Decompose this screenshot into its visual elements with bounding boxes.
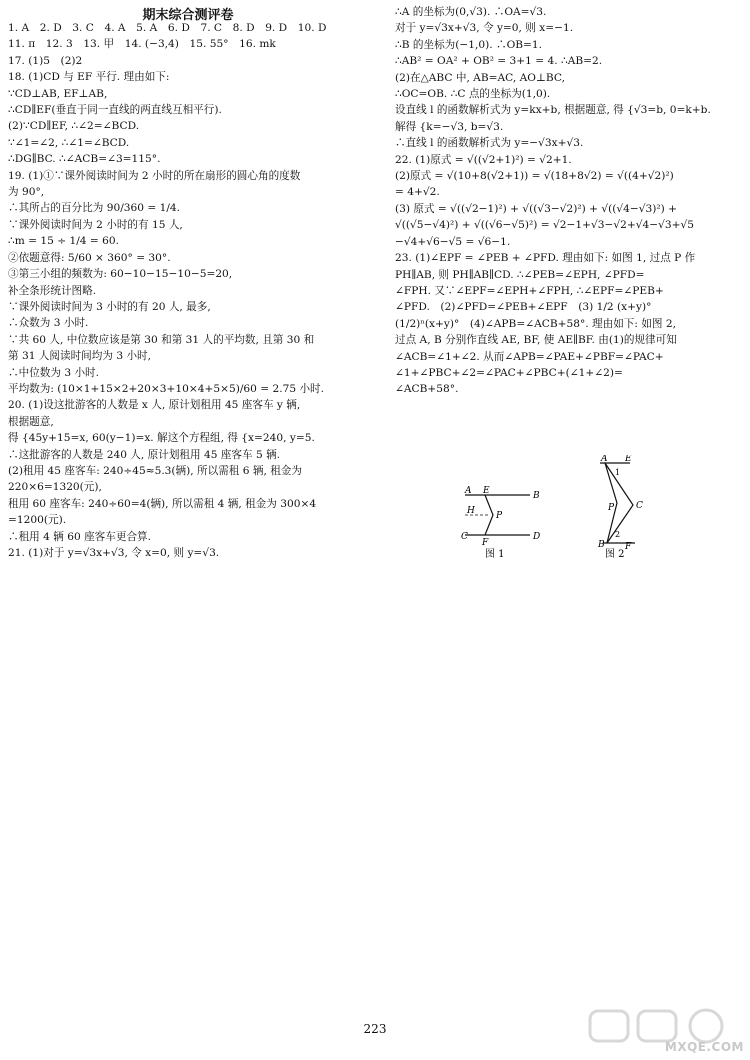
left-column-line: 补全条形统计图略. — [8, 284, 97, 297]
left-column-line: (2)租用 45 座客车: 240÷45≈5.3(辆), 所以需租 6 辆, 租金为 — [8, 464, 302, 477]
fig2-label-2: 2 — [615, 530, 621, 539]
fig2-label-a: A — [601, 455, 608, 464]
right-column-line: 解得 {k=−√3, b=√3. — [395, 120, 504, 133]
left-column-line: 220×6=1320(元), — [8, 481, 102, 494]
fig2-label-f: F — [625, 542, 632, 552]
right-column-line: ∠ACB=∠1+∠2. 从而∠APB=∠PAE+∠PBF=∠PAC+ — [395, 350, 664, 363]
right-column-line: (1/2)ⁿ(x+y)° (4)∠APB=∠ACB+58°. 理由如下: 如图 2, — [395, 317, 676, 330]
right-column-line: (2)原式 = √(10+8(√2+1)) = √(18+8√2) = √((4+√2)²) — [395, 170, 674, 183]
right-column-line: ∴A 的坐标为(0,√3). ∴OA=√3. — [395, 6, 547, 18]
right-column-line: 设直线 l 的函数解析式为 y=kx+b, 根据题意, 得 {√3=b, 0=k+b. — [395, 104, 711, 117]
figure-1-caption: 图 1 — [485, 549, 505, 560]
right-column-line: ∠PFD. (2)∠PFD=∠PEB+∠EPF (3) 1/2 (x+y)° — [395, 301, 652, 314]
fig2-label-b: B — [598, 540, 605, 550]
right-column — [395, 4, 743, 398]
right-column-line: ∴直线 l 的函数解析式为 y=−√3x+√3. — [395, 137, 584, 150]
left-column-line: 18. (1)CD 与 EF 平行. 理由如下: — [8, 71, 170, 84]
right-column-line: ∴B 的坐标为(−1,0). ∴OB=1. — [395, 38, 543, 51]
right-column-line: −√4+√6−√5 = √6−1. — [395, 235, 511, 248]
right-column-line: = 4+√2. — [395, 186, 440, 199]
left-column-line: 11. π 12. 3 13. 甲 14. (−3,4) 15. 55° 16. mk — [8, 38, 276, 51]
fig2-label-e: E — [625, 455, 632, 464]
left-column-line: 为 90°, — [8, 186, 45, 199]
left-column — [8, 20, 368, 561]
fig1-label-d: D — [533, 532, 541, 542]
watermark-text: MXQE.COM — [664, 1040, 744, 1054]
right-column-line: 对于 y=√3x+√3, 令 y=0, 则 x=−1. — [395, 22, 574, 35]
figure-2 — [597, 455, 643, 560]
left-column-line: ∴租用 4 辆 60 座客车更合算. — [8, 530, 151, 543]
right-column-line: 23. (1)∠EPF = ∠PEB + ∠PFD. 理由如下: 如图 1, 过点 P 作 — [395, 252, 696, 265]
left-column-line: 1. A 2. D 3. C 4. A 5. A 6. D 7. C 8. D 9. D 10. D — [8, 22, 327, 34]
left-column-line: (2)∵CD∥EF, ∴∠2=∠BCD. — [8, 120, 140, 133]
left-column-line: ∴m = 15 ÷ 1/4 = 60. — [8, 235, 119, 248]
right-column-line: (2)在△ABC 中, AB=AC, AO⊥BC, — [395, 71, 565, 84]
fig1-label-e: E — [483, 486, 490, 496]
left-column-line: ②依题意得: 5/60 × 360° = 30°. — [8, 251, 171, 264]
right-column-line: (3) 原式 = √((√2−1)²) + √((√3−√2)²) + √((√4−√3)²) + — [395, 202, 678, 215]
left-column-line: ∵∠1=∠2, ∴∠1=∠BCD. — [8, 136, 130, 149]
right-column-line: ∠1+∠PBC+∠2=∠PAC+∠PBC+(∠1+∠2)= — [395, 366, 623, 379]
right-column-line: ∴AB² = OA² + OB² = 3+1 = 4. ∴AB=2. — [395, 55, 603, 68]
left-column-line: 17. (1)5 (2)2 — [8, 54, 83, 67]
fig1-label-f: F — [482, 538, 489, 548]
left-column-line: 第 31 人阅读时间均为 3 小时, — [8, 350, 151, 363]
left-column-line: 20. (1)设这批游客的人数是 x 人, 原计划租用 45 座客车 y 辆, — [8, 399, 301, 412]
left-column-line: ∴中位数为 3 小时. — [8, 366, 99, 379]
right-column-line: √((√5−√4)²) + √((√6−√5)²) = √2−1+√3−√2+√4−√3+√5 — [395, 219, 694, 232]
left-column-line: 得 {45y+15=x, 60(y−1)=x. 解这个方程组, 得 {x=240, y=5. — [8, 432, 315, 445]
left-column-line: 21. (1)对于 y=√3x+√3, 令 x=0, 则 y=√3. — [8, 547, 220, 559]
left-column-line: ∵课外阅读时间为 3 小时的有 20 人, 最多, — [8, 300, 211, 313]
left-column-line: ∵课外阅读时间为 2 小时的有 15 人, — [8, 218, 183, 231]
left-column-line: ∴众数为 3 小时. — [8, 317, 89, 330]
geometry-figures — [455, 455, 685, 560]
fig1-label-c: C — [461, 532, 468, 542]
page-number: 223 — [363, 1022, 387, 1036]
left-column-line: 19. (1)①∵课外阅读时间为 2 小时的所在扇形的圆心角的度数 — [8, 169, 301, 182]
fig2-label-c: C — [636, 501, 643, 511]
left-column-line: ∵共 60 人, 中位数应该是第 30 和第 31 人的平均数, 且第 30 和 — [8, 333, 315, 346]
fig2-label-1: 1 — [615, 468, 621, 477]
fig1-label-b: B — [533, 491, 540, 501]
right-column-line: PH∥AB, 则 PH∥AB∥CD. ∴∠PEB=∠EPH, ∠PFD= — [395, 268, 645, 281]
fig1-label-p: P — [496, 511, 503, 521]
figure-1 — [461, 486, 540, 560]
left-column-line: ∴其所占的百分比为 90/360 = 1/4. — [8, 202, 181, 215]
right-column-line: 过点 A, B 分别作直线 AE, BF, 使 AE∥BF. 由(1)的规律可知 — [395, 334, 677, 347]
left-column-line: ∴DG∥BC. ∴∠ACB=∠3=115°. — [8, 153, 161, 166]
right-column-line: ∴OC=OB. ∴C 点的坐标为(1,0). — [395, 88, 551, 101]
right-column-line: ∠FPH. 又∵∠EPF=∠EPH+∠FPH, ∴∠EPF=∠PEB+ — [395, 284, 664, 297]
page-title: 期末综合测评卷 — [142, 8, 234, 23]
left-column-line: ∵CD⊥AB, EF⊥AB, — [8, 87, 108, 100]
left-column-line: ∴这批游客的人数是 240 人, 原计划租用 45 座客车 5 辆. — [8, 448, 281, 461]
figure-2-caption: 图 2 — [605, 549, 625, 560]
right-column-line: ∠ACB+58°. — [395, 383, 459, 396]
left-column-line: =1200(元). — [8, 514, 67, 527]
left-column-line: 租用 60 座客车: 240÷60=4(辆), 所以需租 4 辆, 租金为 300×4 — [8, 497, 317, 510]
fig1-label-h: H — [467, 506, 475, 516]
left-column-line: 根据题意, — [8, 415, 54, 428]
right-column-line: 22. (1)原式 = √((√2+1)²) = √2+1. — [395, 153, 572, 166]
fig1-label-a: A — [465, 486, 472, 496]
fig2-label-p: P — [608, 503, 615, 513]
left-column-line: ∴CD∥EF(垂直于同一直线的两直线互相平行). — [8, 104, 222, 117]
left-column-line: ③第三小组的频数为: 60−10−15−10−5=20, — [8, 268, 233, 281]
left-column-line: 平均数为: (10×1+15×2+20×3+10×4+5×5)/60 = 2.75 小时. — [8, 382, 324, 395]
